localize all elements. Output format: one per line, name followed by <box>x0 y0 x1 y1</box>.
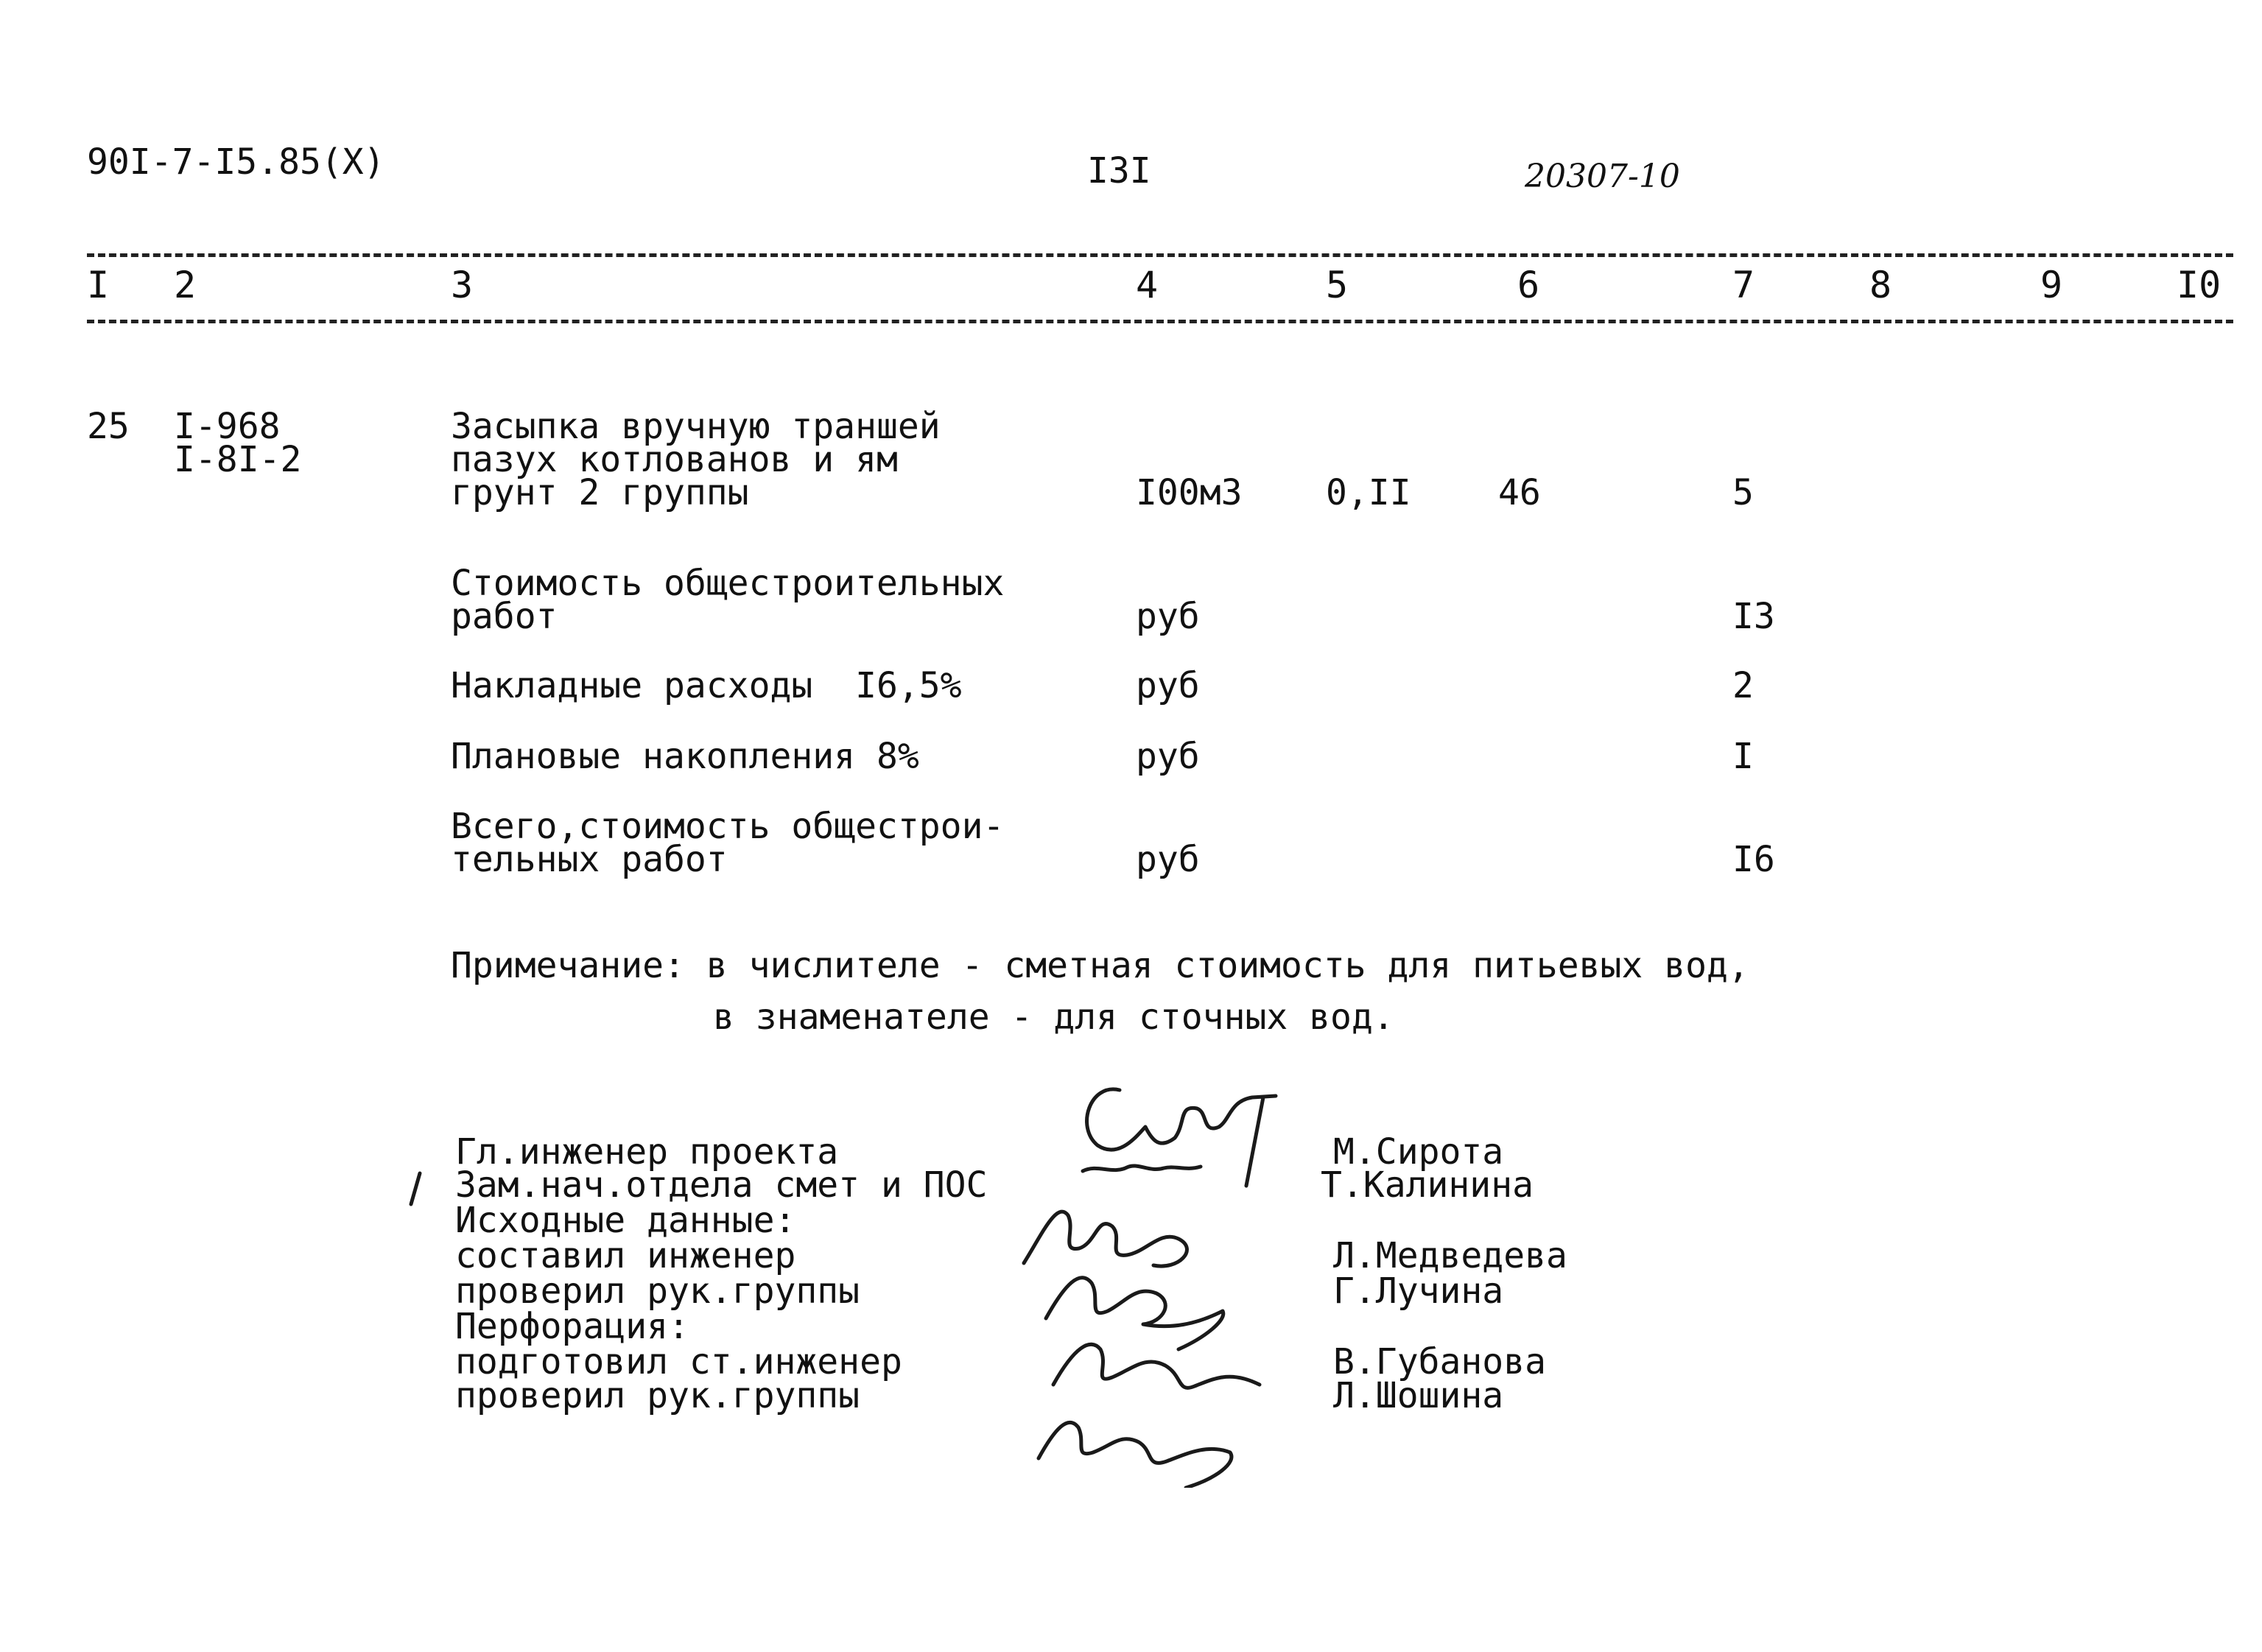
signer-name: Л.Шошина <box>1333 1375 1504 1416</box>
header-rule-top <box>87 253 2233 257</box>
item-unit: I00м3 <box>1136 472 1243 513</box>
cost-value: I3 <box>1732 596 1775 637</box>
cost-unit: руб <box>1136 665 1200 706</box>
column-header-7: 7 <box>1732 264 1755 306</box>
cost-unit: руб <box>1136 839 1200 880</box>
signer-name: Т.Калинина <box>1321 1164 1534 1206</box>
item-description-line-2: пазух котлованов и ям <box>451 439 898 480</box>
column-header-10: I0 <box>2177 264 2221 306</box>
cost-label-line-1: Накладные расходы I6,5% <box>451 665 962 706</box>
header-rule-bottom <box>87 320 2233 323</box>
role-line: Исходные данные: <box>455 1200 796 1241</box>
page-number: I3I <box>1087 150 1151 191</box>
column-header-2: 2 <box>174 264 197 306</box>
cost-unit: руб <box>1136 736 1200 777</box>
column-header-3: 3 <box>451 264 474 306</box>
document-code: 90I-7-I5.85(X) <box>87 141 385 183</box>
signer-name: М.Сирота <box>1333 1131 1504 1173</box>
column-header-4: 4 <box>1136 264 1159 306</box>
cost-value: 2 <box>1732 665 1754 706</box>
role-line: Зам.нач.отдела смет и ПОС <box>455 1164 988 1206</box>
item-col6-value: 46 <box>1498 472 1541 513</box>
signer-name: Л.Медведева <box>1333 1235 1567 1276</box>
note-line-1: Примечание: в числителе - сметная стоимость для питьевых вод, <box>451 945 1749 986</box>
role-line: Перфорация: <box>455 1306 689 1347</box>
role-line: составил инженер <box>455 1235 796 1276</box>
margin-tick-mark <box>404 1167 433 1212</box>
column-header-1: I <box>87 264 110 306</box>
item-quantity: 0,II <box>1326 472 1411 513</box>
column-header-8: 8 <box>1869 264 1892 306</box>
handwritten-signatures <box>1009 1075 1318 1488</box>
cost-value: I <box>1732 736 1754 777</box>
cost-unit: руб <box>1136 596 1200 637</box>
column-header-9: 9 <box>2040 264 2063 306</box>
cost-label-line-2: работ <box>451 596 558 637</box>
signer-name: В.Губанова <box>1333 1341 1546 1382</box>
item-description-line-3: грунт 2 группы <box>451 472 749 513</box>
cost-label-line-2: тельных работ <box>451 839 728 880</box>
cost-label-line-1: Всего,стоимость общестрои- <box>451 806 1005 847</box>
cost-value: I6 <box>1732 839 1775 880</box>
item-code-2: I-8I-2 <box>174 439 302 480</box>
archive-number: 20307-10 <box>1525 158 1680 195</box>
signer-name: Г.Лучина <box>1333 1270 1504 1312</box>
role-line: проверил рук.группы <box>455 1270 860 1312</box>
item-description-line-1: Засыпка вручную траншей <box>451 406 941 447</box>
role-line: Гл.инженер проекта <box>455 1131 839 1173</box>
column-header-6: 6 <box>1517 264 1540 306</box>
item-col7-value: 5 <box>1732 472 1754 513</box>
cost-label-line-1: Стоимость общестроительных <box>451 563 1005 604</box>
note-line-2: в знаменателе - для сточных вод. <box>713 997 1394 1038</box>
role-line: подготовил ст.инженер <box>455 1341 902 1382</box>
item-number: 25 <box>87 406 130 447</box>
column-header-5: 5 <box>1326 264 1349 306</box>
cost-label-line-1: Плановые накопления 8% <box>451 736 919 777</box>
role-line: проверил рук.группы <box>455 1375 860 1416</box>
item-code-1: I-968 <box>174 406 281 447</box>
